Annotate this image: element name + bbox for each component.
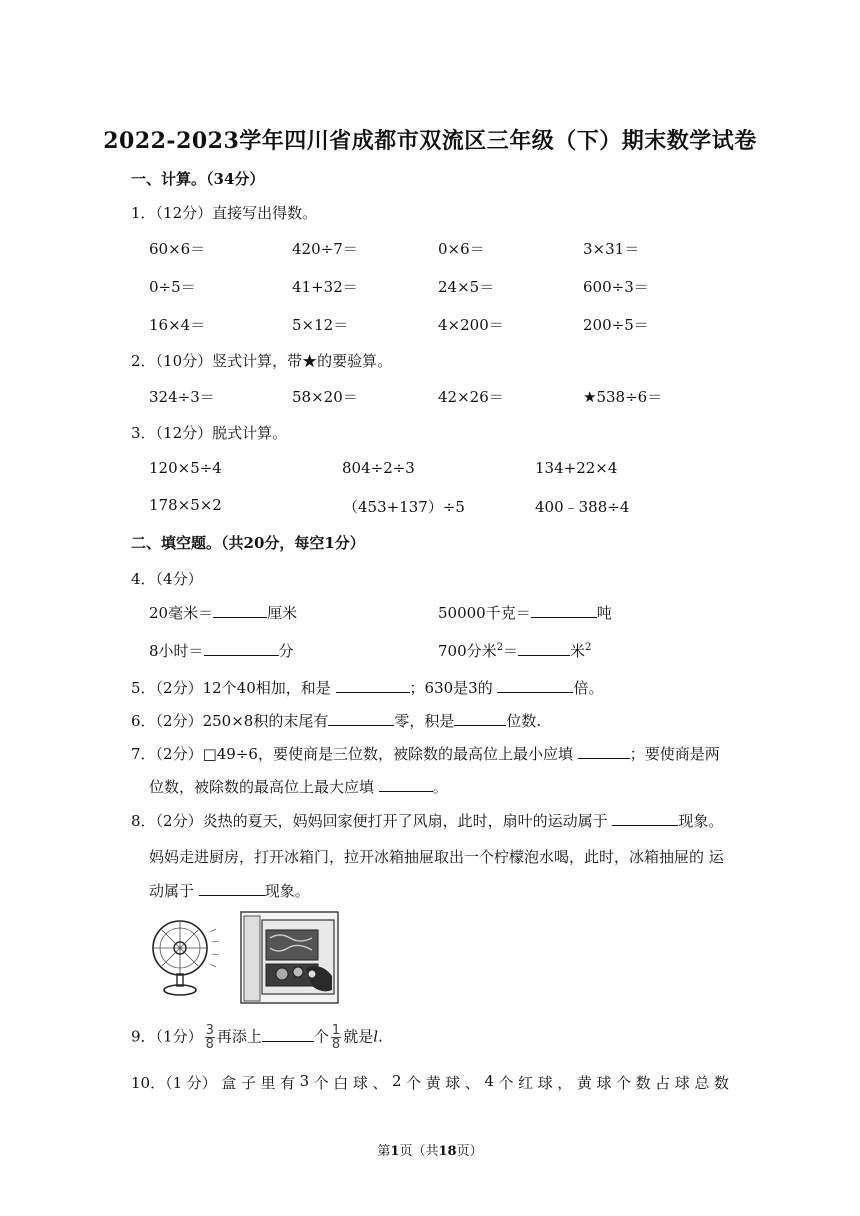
q1-item: 200÷5＝	[583, 316, 649, 334]
q8-text-cont: 动属于 现象。	[149, 882, 310, 900]
q3-item: 178×5×2	[149, 496, 222, 514]
q4-item: 700分米$^2$＝ 米$^2$	[438, 642, 592, 660]
answer-blank[interactable]	[328, 710, 394, 726]
q1-item: 420÷7＝	[292, 240, 358, 258]
q1-item: 0×6＝	[438, 240, 485, 258]
q4-heading: 4．（4分）	[131, 570, 203, 588]
q1-item: 60×6＝	[149, 240, 206, 258]
answer-blank[interactable]	[531, 602, 597, 618]
fraction: $\frac{1}{8}$	[331, 1023, 341, 1052]
q10-text: 10．（1 分） 盒 子 里 有 3 个 白 球 、 2 个 黄 球 、 4 个 红 球 ， 黄 球 个 数 占 球 总 数	[131, 1072, 729, 1092]
q1-item: 41+32＝	[292, 278, 358, 296]
q2-item: ★538÷6＝	[583, 388, 663, 406]
q7-text: 7．（2分）□49÷6，要使商是三位数，被除数的最高位上最小应填 ；要使商是两	[131, 745, 720, 763]
q1-heading: 1．（12分）直接写出得数。	[131, 204, 318, 222]
answer-blank[interactable]	[518, 640, 570, 656]
refrigerator-drawer-illustration	[240, 910, 340, 1005]
q3-item: （453+137）÷5	[343, 498, 465, 516]
answer-blank[interactable]	[379, 776, 433, 792]
q3-item: 400﹣388÷4	[535, 498, 630, 516]
q2-item: 324÷3＝	[149, 388, 215, 406]
q5-text: 5．（2分）12个40相加，和是 ；630是3的 倍。	[131, 679, 604, 697]
section-1-heading: 一、计算。（34分）	[131, 170, 265, 188]
q2-heading: 2．（10分）竖式计算，带★的要验算。	[131, 352, 393, 370]
q9-text: 9．（1分） $\frac{3}{8}$ 再添上 个 $\frac{1}{8}$ 就是l.	[131, 1023, 383, 1052]
answer-blank[interactable]	[204, 640, 279, 656]
answer-blank[interactable]	[612, 810, 678, 826]
answer-blank[interactable]	[497, 677, 573, 693]
q7-text-cont: 位数，被除数的最高位上最大应填 。	[149, 778, 448, 796]
q8-text-cont: 妈妈走进厨房，打开冰箱门，拉开冰箱抽屉取出一个柠檬泡水喝，此时，冰箱抽屉的 运	[149, 848, 724, 866]
q4-item: 8小时＝ 分	[149, 642, 294, 660]
q1-item: 0÷5＝	[149, 278, 196, 296]
q2-item: 42×26＝	[438, 388, 504, 406]
answer-blank[interactable]	[454, 710, 506, 726]
page-number: 1	[390, 1144, 400, 1159]
q8-text: 8．（2分）炎热的夏天，妈妈回家便打开了风扇，此时，扇叶的运动属于 现象。	[131, 812, 724, 830]
q1-item: 3×31＝	[583, 240, 640, 258]
page-total: 18	[438, 1144, 457, 1159]
answer-blank[interactable]	[578, 743, 630, 759]
q1-item: 600÷3＝	[583, 278, 649, 296]
electric-fan-illustration	[146, 910, 220, 1000]
q2-item: 58×20＝	[292, 388, 358, 406]
page-title: 2022-2023学年四川省成都市双流区三年级（下）期末数学试卷	[103, 128, 757, 154]
q1-item: 4×200＝	[438, 316, 504, 334]
answer-blank[interactable]	[199, 880, 265, 896]
section-2-heading: 二、填空题。（共20分，每空1分）	[131, 534, 365, 552]
q3-item: 134+22×4	[535, 459, 618, 477]
q1-item: 16×4＝	[149, 316, 206, 334]
page-footer: 第1页（共18页）	[377, 1144, 483, 1159]
q3-heading: 3．（12分）脱式计算。	[131, 424, 288, 442]
q3-item: 804÷2÷3	[342, 459, 415, 477]
q4-item: 50000千克＝ 吨	[438, 604, 612, 622]
q1-item: 5×12＝	[292, 316, 349, 334]
q4-item: 20毫米＝ 厘米	[149, 604, 298, 622]
fraction: $\frac{3}{8}$	[205, 1023, 214, 1052]
q6-text: 6．（2分）250×8积的末尾有 零，积是 位数.	[131, 712, 542, 730]
answer-blank[interactable]	[262, 1026, 314, 1042]
q1-item: 24×5＝	[438, 278, 495, 296]
answer-blank[interactable]	[336, 677, 410, 693]
q3-item: 120×5÷4	[149, 459, 222, 477]
answer-blank[interactable]	[213, 602, 267, 618]
